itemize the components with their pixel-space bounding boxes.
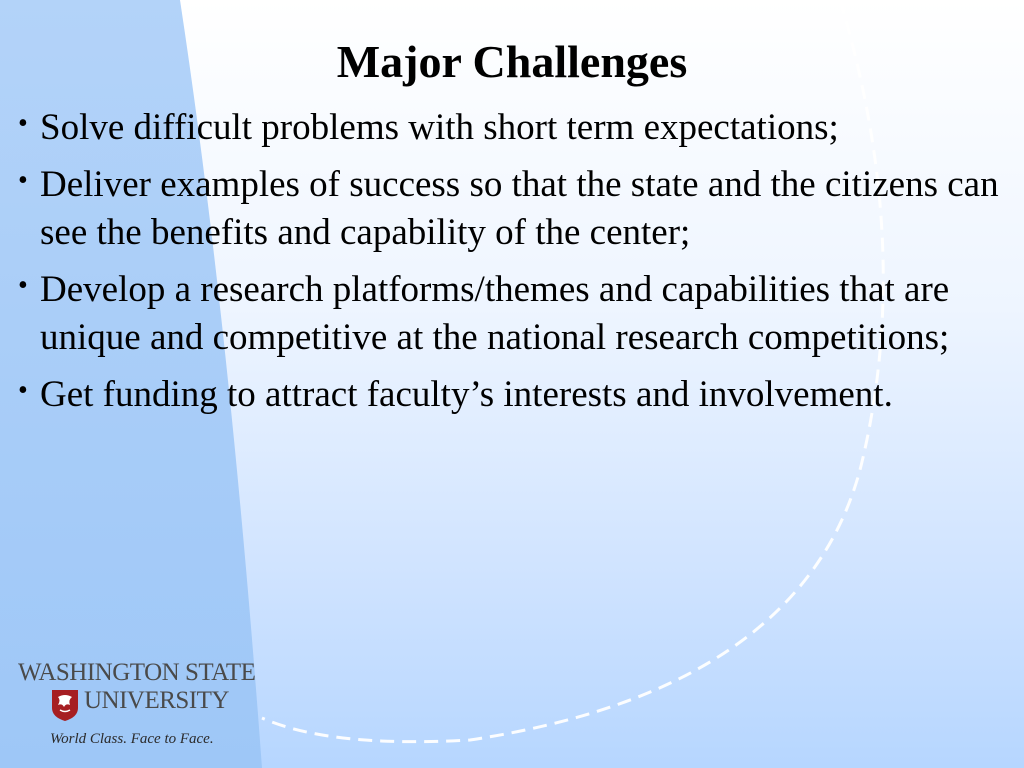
bullet-dot-icon: •: [18, 270, 28, 301]
bullet-item: [16, 161, 1016, 257]
bullet-item: [16, 104, 1016, 152]
bullet-item: [16, 371, 1016, 419]
bullet-dot-icon: •: [18, 165, 28, 196]
logo-line-university: UNIVERSITY: [84, 687, 229, 714]
bullet-text: Solve difficult problems with short term expectations;: [40, 107, 839, 148]
wsu-cougar-shield-icon: [50, 688, 80, 722]
bullet-list: [16, 104, 1016, 428]
logo-tagline: World Class. Face to Face.: [50, 731, 214, 747]
bullet-text: Deliver examples of success so that the state and the citizens can see the benefits and capability of the center;: [40, 164, 999, 253]
bullet-item: [16, 266, 1016, 362]
bullet-dot-icon: •: [18, 108, 28, 139]
bullet-dot-icon: •: [18, 375, 28, 406]
bullet-text: Develop a research platforms/themes and capabilities that are unique and competitive at the national research competitions;: [40, 269, 950, 358]
bullet-text: Get funding to attract faculty’s interests and involvement.: [40, 374, 893, 415]
wsu-logo: [16, 658, 256, 758]
logo-line-washington-state: WASHINGTON STATE: [18, 659, 256, 686]
slide-title: Major Challenges: [336, 36, 688, 87]
